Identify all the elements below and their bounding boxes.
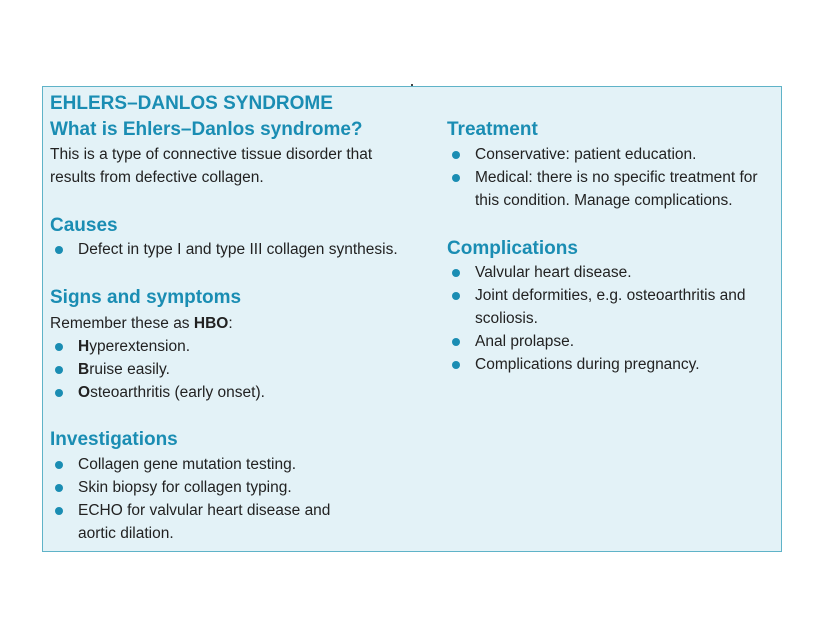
investigations-list (50, 453, 370, 545)
bullet-icon (452, 174, 460, 182)
causes-heading: Causes (50, 215, 118, 236)
bullet-icon (452, 292, 460, 300)
complications-heading: Complications (447, 238, 578, 259)
causes-list (50, 238, 430, 261)
bullet-icon (452, 269, 460, 277)
what-heading: What is Ehlers–Danlos syndrome? (50, 119, 363, 140)
list-item: Osteoarthritis (early onset). (50, 381, 430, 404)
list-item: Valvular heart disease. (447, 261, 747, 284)
signs-list (50, 335, 430, 404)
treatment-heading: Treatment (447, 119, 538, 140)
what-text: This is a type of connective tissue disorder that results from defective collagen. (50, 146, 373, 186)
list-item: Medical: there is no specific treatment for this condition. Manage complications. (447, 166, 781, 212)
bullet-icon (55, 246, 63, 254)
list-item: Complications during pregnancy. (447, 353, 747, 376)
bullet-icon (452, 338, 460, 346)
bullet-icon (452, 361, 460, 369)
treatment-list (447, 143, 781, 212)
list-item: Hyperextension. (50, 335, 430, 358)
bullet-icon (55, 343, 63, 351)
signs-intro: Remember these as HBO: (50, 315, 233, 332)
list-item: Defect in type I and type III collagen synthesis. (50, 238, 430, 261)
bullet-icon (55, 484, 63, 492)
complications-list (447, 261, 747, 376)
investigations-heading: Investigations (50, 429, 178, 450)
list-item: Joint deformities, e.g. osteoarthritis and scoliosis. (447, 284, 747, 330)
bullet-icon (55, 389, 63, 397)
info-box (42, 86, 782, 552)
list-item: Anal prolapse. (447, 330, 747, 353)
list-item: Skin biopsy for collagen typing. (50, 476, 370, 499)
bullet-icon (55, 366, 63, 374)
main-title: EHLERS–DANLOS SYNDROME (50, 93, 333, 114)
bullet-icon (55, 507, 63, 515)
list-item: Collagen gene mutation testing. (50, 453, 370, 476)
list-item: ECHO for valvular heart disease and aortic dilation. (50, 499, 370, 545)
list-item: Conservative: patient education. (447, 143, 781, 166)
bullet-icon (452, 151, 460, 159)
bullet-icon (55, 461, 63, 469)
signs-heading: Signs and symptoms (50, 287, 242, 308)
list-item: Bruise easily. (50, 358, 430, 381)
